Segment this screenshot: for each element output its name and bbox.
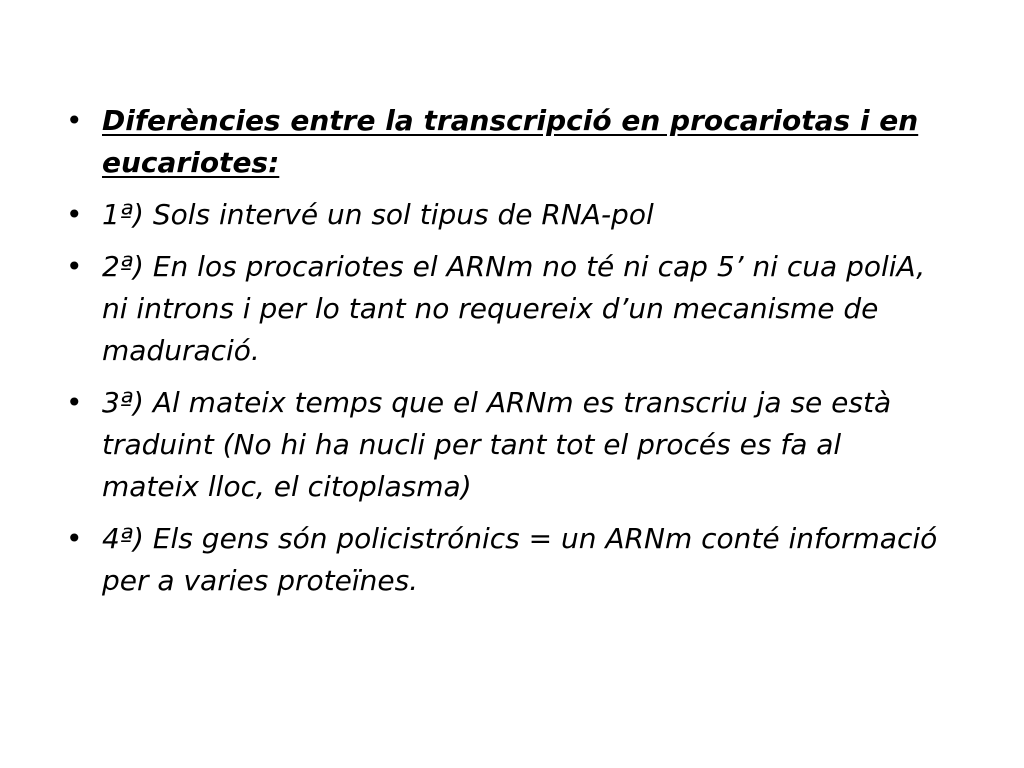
bullet-dot-icon: • bbox=[66, 104, 83, 137]
bullet-item-3 bbox=[66, 382, 946, 508]
bullet-text-3: 3ª) Al mateix temps que el ARNm es transcriu ja se està traduint (No hi ha nucli per tant tot el procés es fa al mateix lloc, el citoplasma) bbox=[102, 386, 892, 503]
heading-text: Diferències entre la transcripció en procariotas i en eucariotes: bbox=[102, 104, 919, 179]
bullet-item-1 bbox=[66, 194, 946, 236]
bullet-dot-icon: • bbox=[66, 250, 83, 283]
bullet-text-1: 1ª) Sols intervé un sol tipus de RNA-pol bbox=[102, 198, 654, 231]
bullet-dot-icon: • bbox=[66, 386, 83, 419]
bullet-item-heading bbox=[66, 100, 946, 184]
bullet-dot-icon: • bbox=[66, 198, 83, 231]
bullet-text-4: 4ª) Els gens són policistrónics = un ARNm conté informació per a varies proteïnes. bbox=[102, 522, 938, 597]
bullet-text-2: 2ª) En los procariotes el ARNm no té ni cap 5’ ni cua poliA, ni introns i per lo tant no requereix d’un mecanisme de maduració. bbox=[102, 250, 926, 367]
bullet-dot-icon: • bbox=[66, 522, 83, 555]
bullet-list bbox=[66, 100, 946, 612]
bullet-item-2 bbox=[66, 246, 946, 372]
bullet-item-4 bbox=[66, 518, 946, 602]
